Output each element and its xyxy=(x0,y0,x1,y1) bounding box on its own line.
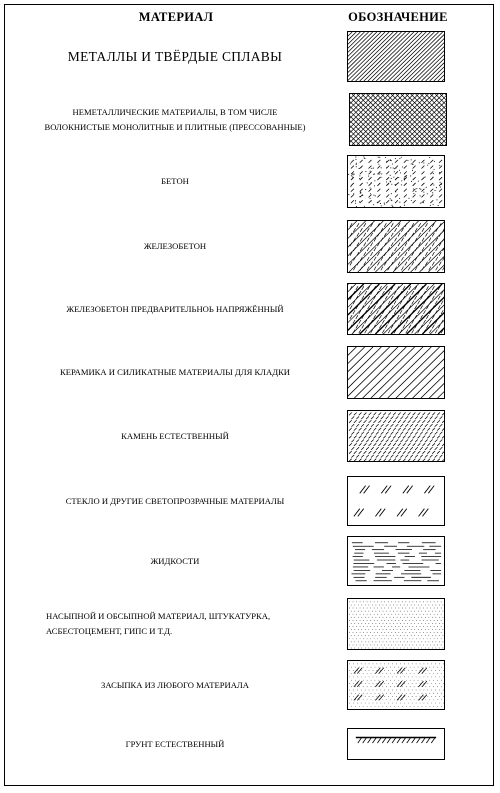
metals-hatch-pattern xyxy=(348,32,444,81)
table-row-prestressed-concrete xyxy=(0,283,500,335)
table-row-natural-soil xyxy=(0,726,500,762)
dotted-pattern xyxy=(348,599,444,649)
table-row-nonmetallic xyxy=(0,93,500,146)
reinforced-concrete-swatch xyxy=(347,220,445,273)
column-header-designation: ОБОЗНАЧЕНИЕ xyxy=(348,10,448,24)
dotted-swatch xyxy=(347,598,445,650)
backfill-pattern xyxy=(348,661,444,709)
material-label-ceramic: КЕРАМИКА И СИЛИКАТНЫЕ МАТЕРИАЛЫ ДЛЯ КЛАДКИ xyxy=(59,367,291,377)
ceramic-hatch-swatch xyxy=(347,346,445,399)
cross-hatch-swatch xyxy=(349,93,447,146)
natural-stone-pattern xyxy=(348,411,444,461)
material-label-natural-soil: ГРУНТ ЕСТЕСТВЕННЫЙ xyxy=(125,738,225,749)
table-row-backfill xyxy=(0,660,500,710)
glass-swatch xyxy=(347,476,445,526)
material-label-nonmetallic: НЕМЕТАЛЛИЧЕСКИЕ МАТЕРИАЛЫ, В ТОМ ЧИСЛЕ ВОЛОКНИСТЫЕ МОНОЛИТНЫЕ И ПЛИТНЫЕ (ПРЕССОВАННЫЕ) xyxy=(44,106,306,132)
material-label-reinforced-concrete: ЖЕЛЕЗОБЕТОН xyxy=(143,241,207,251)
material-label-backfill: ЗАСЫПКА ИЗ ЛЮБОГО МАТЕРИАЛА xyxy=(101,679,249,690)
concrete-pattern xyxy=(348,156,444,207)
concrete-swatch xyxy=(347,155,445,208)
table-row-metals xyxy=(0,30,500,82)
ceramic-hatch-pattern xyxy=(348,347,444,398)
material-label-liquids: ЖИДКОСТИ xyxy=(150,555,200,566)
material-label-bulk-materials: НАСЫПНОЙ И ОБСЫПНОЙ МАТЕРИАЛ, ШТУКАТУРКА, АСБЕСТОЦЕМЕНТ, ГИПС И Т.Д. xyxy=(46,611,271,636)
column-header-material: МАТЕРИАЛ xyxy=(138,10,214,24)
prestressed-concrete-swatch xyxy=(347,283,445,335)
natural-soil-pattern xyxy=(348,729,444,759)
material-label-metals: МЕТАЛЛЫ И ТВЁРДЫЕ СПЛАВЫ xyxy=(67,48,283,64)
table-row-glass xyxy=(0,476,500,526)
table-row-reinforced-concrete xyxy=(0,220,500,273)
material-label-natural-stone: КАМЕНЬ ЕСТЕСТВЕННЫЙ xyxy=(121,430,229,441)
reinforced-concrete-pattern xyxy=(348,221,444,272)
glass-pattern xyxy=(348,477,444,525)
table-row-natural-stone xyxy=(0,410,500,462)
table-row-bulk-materials xyxy=(0,598,500,650)
metals-hatch-swatch xyxy=(347,31,445,82)
material-label-prestressed-concrete: ЖЕЛЕЗОБЕТОН ПРЕДВАРИТЕЛЬНОЬ НАПРЯЖЁННЫЙ xyxy=(66,303,284,314)
material-label-glass: СТЕКЛО И ДРУГИЕ СВЕТОПРОЗРАЧНЫЕ МАТЕРИАЛЫ xyxy=(65,495,285,506)
table-row-ceramic xyxy=(0,346,500,399)
table-row-concrete xyxy=(0,155,500,208)
material-label-concrete: БЕТОН xyxy=(161,176,189,186)
liquids-pattern xyxy=(348,537,444,585)
table-row-liquids xyxy=(0,536,500,586)
liquids-swatch xyxy=(347,536,445,586)
natural-stone-swatch xyxy=(347,410,445,462)
backfill-swatch xyxy=(347,660,445,710)
prestressed-concrete-pattern xyxy=(348,284,444,334)
cross-hatch-pattern xyxy=(350,94,446,145)
natural-soil-swatch xyxy=(347,728,445,760)
